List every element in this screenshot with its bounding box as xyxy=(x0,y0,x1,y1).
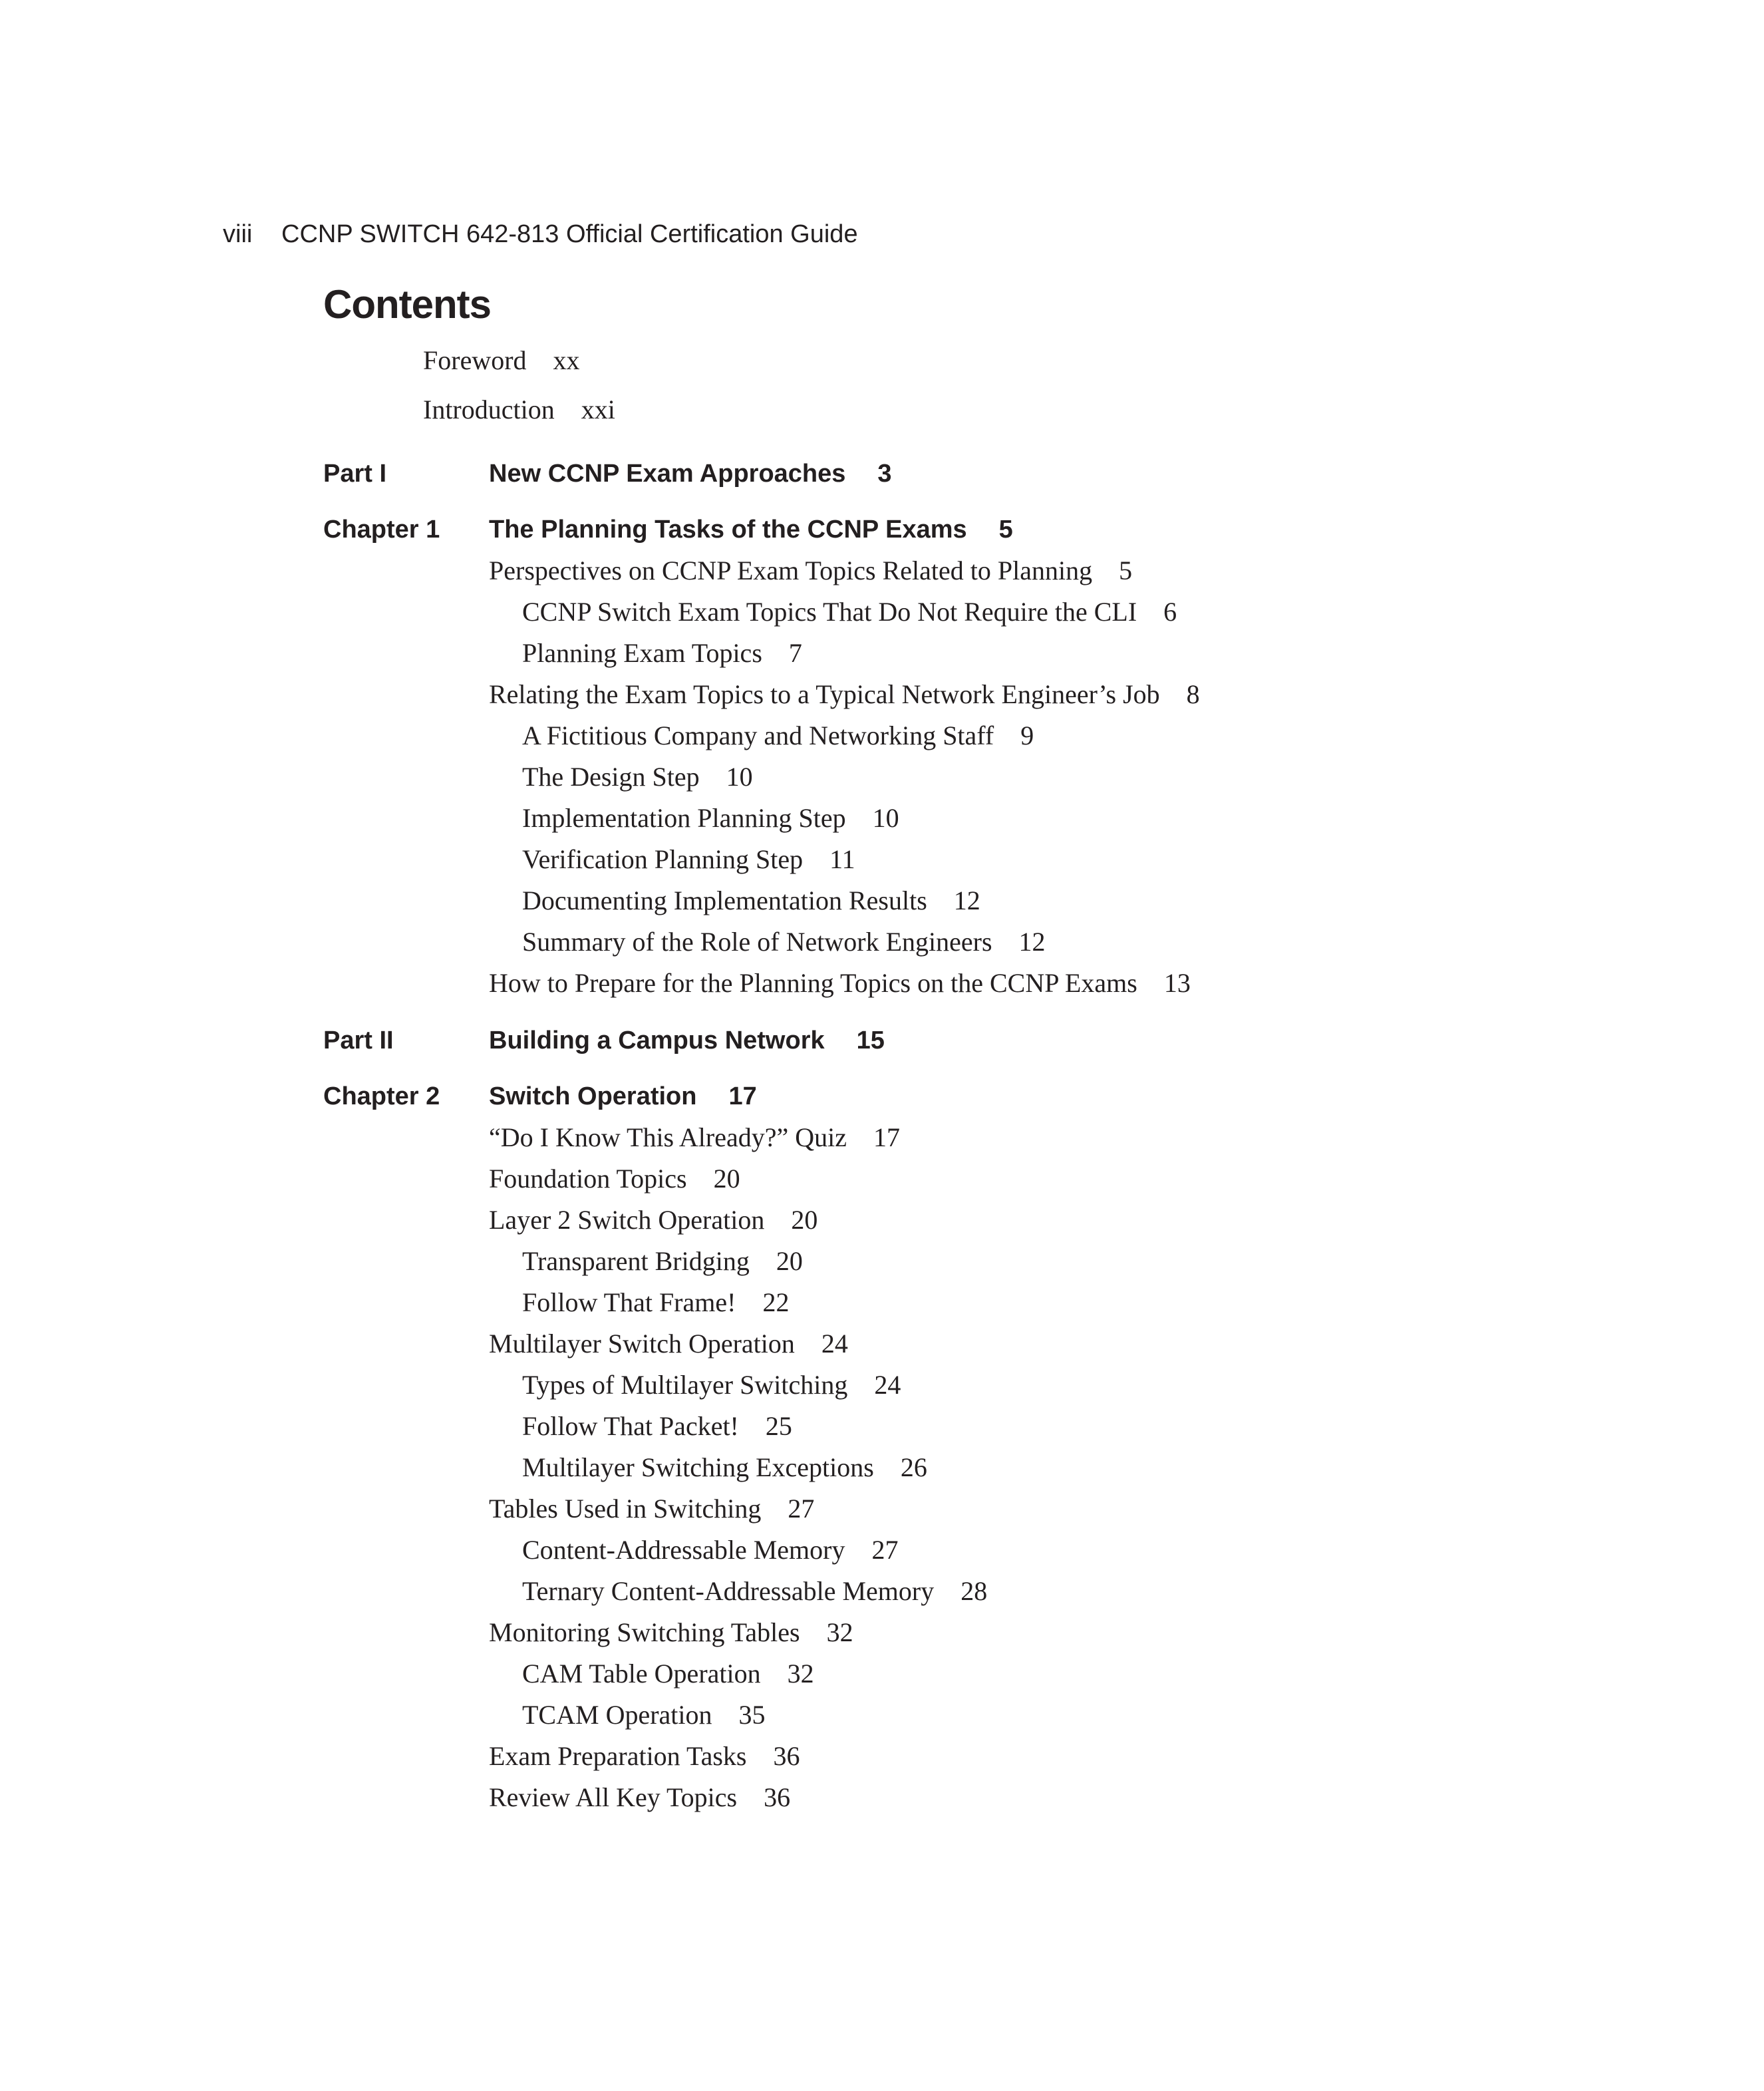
toc-entry-title: Summary of the Role of Network Engineers xyxy=(522,927,992,957)
toc-entry[interactable] xyxy=(489,1780,790,1815)
toc-entry-title: Introduction xyxy=(423,395,555,424)
toc-entry-page: 6 xyxy=(1163,597,1177,627)
toc-subentry[interactable] xyxy=(522,1533,898,1567)
toc-entry-title: “Do I Know This Already?” Quiz xyxy=(489,1122,847,1152)
chapter-page: 17 xyxy=(728,1082,757,1110)
toc-entry-page: 26 xyxy=(900,1452,927,1482)
toc-entry-page: 28 xyxy=(960,1576,988,1606)
toc-entry-page: 9 xyxy=(1020,721,1034,750)
toc-entry-page: 13 xyxy=(1163,968,1191,998)
toc-entry-page: 8 xyxy=(1186,679,1200,709)
toc-entry-title: Types of Multilayer Switching xyxy=(522,1370,848,1400)
toc-entry-page: xx xyxy=(553,345,580,375)
toc-entry-page: 24 xyxy=(821,1329,848,1359)
toc-entry-page: xxi xyxy=(581,395,615,424)
toc-entry-page: 24 xyxy=(874,1370,901,1400)
toc-entry-page: 12 xyxy=(953,885,980,915)
toc-entry[interactable] xyxy=(489,966,1191,1001)
toc-subentry[interactable] xyxy=(522,1574,987,1609)
toc-entry-page: 20 xyxy=(713,1164,740,1194)
toc-entry[interactable] xyxy=(489,554,1132,588)
toc-entry-page: 20 xyxy=(776,1246,803,1276)
toc-subentry[interactable] xyxy=(522,760,753,794)
toc-entry-title: Content-Addressable Memory xyxy=(522,1535,845,1565)
toc-entry-page: 32 xyxy=(826,1617,853,1647)
part-page: 15 xyxy=(856,1027,885,1054)
toc-entry-title: Monitoring Switching Tables xyxy=(489,1617,800,1647)
toc-entry-page: 20 xyxy=(791,1205,818,1235)
chapter-title: The Planning Tasks of the CCNP Exams xyxy=(489,516,967,544)
toc-subentry[interactable] xyxy=(522,801,899,836)
toc-entry-title: Tables Used in Switching xyxy=(489,1494,762,1524)
toc-entry[interactable] xyxy=(489,1615,853,1650)
toc-entry-title: TCAM Operation xyxy=(522,1700,712,1730)
toc-entry-title: Layer 2 Switch Operation xyxy=(489,1205,765,1235)
toc-entry-page: 25 xyxy=(765,1411,792,1441)
chapter-label: Chapter 1 xyxy=(323,516,440,544)
chapter-title: Switch Operation xyxy=(489,1082,697,1110)
chapter-label: Chapter 2 xyxy=(323,1082,440,1110)
toc-entry-page: 10 xyxy=(726,762,753,792)
toc-entry[interactable] xyxy=(489,1120,900,1155)
part-heading[interactable] xyxy=(489,456,892,491)
toc-entry-title: How to Prepare for the Planning Topics on the CCNP Exams xyxy=(489,968,1137,998)
toc-entry[interactable] xyxy=(489,1739,800,1774)
toc-entry-title: Planning Exam Topics xyxy=(522,638,762,668)
page-title: Contents xyxy=(323,282,491,327)
toc-entry-page: 27 xyxy=(871,1535,899,1565)
toc-entry[interactable] xyxy=(489,1327,848,1361)
toc-entry[interactable] xyxy=(489,1162,740,1196)
part-title: New CCNP Exam Approaches xyxy=(489,460,846,488)
toc-entry-page: 22 xyxy=(762,1287,790,1317)
toc-entry-title: Perspectives on CCNP Exam Topics Related to Planning xyxy=(489,556,1093,585)
toc-entry-title: Implementation Planning Step xyxy=(522,803,846,833)
toc-entry-introduction[interactable] xyxy=(423,393,615,427)
page-folio: viii xyxy=(223,220,253,248)
toc-entry-title: Review All Key Topics xyxy=(489,1782,738,1812)
toc-subentry[interactable] xyxy=(522,1368,901,1402)
toc-subentry[interactable] xyxy=(522,1698,766,1732)
toc-subentry[interactable] xyxy=(522,1657,814,1691)
toc-subentry[interactable] xyxy=(522,1285,789,1320)
toc-entry-page: 12 xyxy=(1018,927,1046,957)
toc-entry-title: Multilayer Switch Operation xyxy=(489,1329,795,1359)
toc-entry-page: 36 xyxy=(773,1741,800,1771)
toc-entry-page: 7 xyxy=(788,638,802,668)
toc-entry-page: 36 xyxy=(764,1782,791,1812)
part-label: Part I xyxy=(323,460,387,488)
toc-subentry[interactable] xyxy=(522,925,1046,959)
toc-subentry[interactable] xyxy=(522,1244,803,1279)
toc-entry-title: CAM Table Operation xyxy=(522,1659,761,1689)
toc-entry-title: The Design Step xyxy=(522,762,700,792)
running-head xyxy=(223,217,858,251)
toc-entry-title: Foreword xyxy=(423,345,527,375)
book-title: CCNP SWITCH 642-813 Official Certification Guide xyxy=(281,220,858,248)
toc-entry-title: Multilayer Switching Exceptions xyxy=(522,1452,874,1482)
toc-entry-page: 11 xyxy=(829,844,855,874)
part-title: Building a Campus Network xyxy=(489,1027,825,1054)
toc-entry-page: 17 xyxy=(873,1122,901,1152)
toc-entry-title: A Fictitious Company and Networking Staff xyxy=(522,721,994,750)
toc-entry-title: Relating the Exam Topics to a Typical Network Engineer’s Job xyxy=(489,679,1160,709)
toc-entry-page: 32 xyxy=(787,1659,814,1689)
toc-subentry[interactable] xyxy=(522,1409,792,1444)
toc-entry[interactable] xyxy=(489,1492,814,1526)
part-label: Part II xyxy=(323,1027,394,1054)
toc-subentry[interactable] xyxy=(522,842,855,877)
toc-entry-foreword[interactable] xyxy=(423,343,580,378)
toc-entry-page: 10 xyxy=(872,803,899,833)
toc-subentry[interactable] xyxy=(522,884,980,918)
toc-entry-title: Exam Preparation Tasks xyxy=(489,1741,747,1771)
part-page: 3 xyxy=(877,460,892,488)
toc-entry-title: CCNP Switch Exam Topics That Do Not Require the CLI xyxy=(522,597,1137,627)
toc-subentry[interactable] xyxy=(522,1450,927,1485)
chapter-heading[interactable] xyxy=(489,1079,757,1114)
toc-entry-title: Follow That Frame! xyxy=(522,1287,736,1317)
toc-subentry[interactable] xyxy=(522,636,802,671)
chapter-page: 5 xyxy=(998,516,1013,544)
toc-entry-page: 35 xyxy=(738,1700,766,1730)
toc-entry-title: Transparent Bridging xyxy=(522,1246,750,1276)
toc-entry[interactable] xyxy=(489,677,1200,712)
chapter-heading[interactable] xyxy=(489,512,1013,547)
toc-entry-page: 5 xyxy=(1119,556,1133,585)
toc-entry-title: Verification Planning Step xyxy=(522,844,804,874)
toc-entry-title: Foundation Topics xyxy=(489,1164,687,1194)
toc-entry[interactable] xyxy=(489,1203,817,1237)
part-heading[interactable] xyxy=(489,1023,885,1058)
toc-subentry[interactable] xyxy=(522,719,1034,753)
toc-entry-title: Documenting Implementation Results xyxy=(522,885,927,915)
toc-entry-title: Ternary Content-Addressable Memory xyxy=(522,1576,935,1606)
toc-entry-page: 27 xyxy=(788,1494,815,1524)
toc-entry-title: Follow That Packet! xyxy=(522,1411,739,1441)
toc-subentry[interactable] xyxy=(522,595,1177,629)
